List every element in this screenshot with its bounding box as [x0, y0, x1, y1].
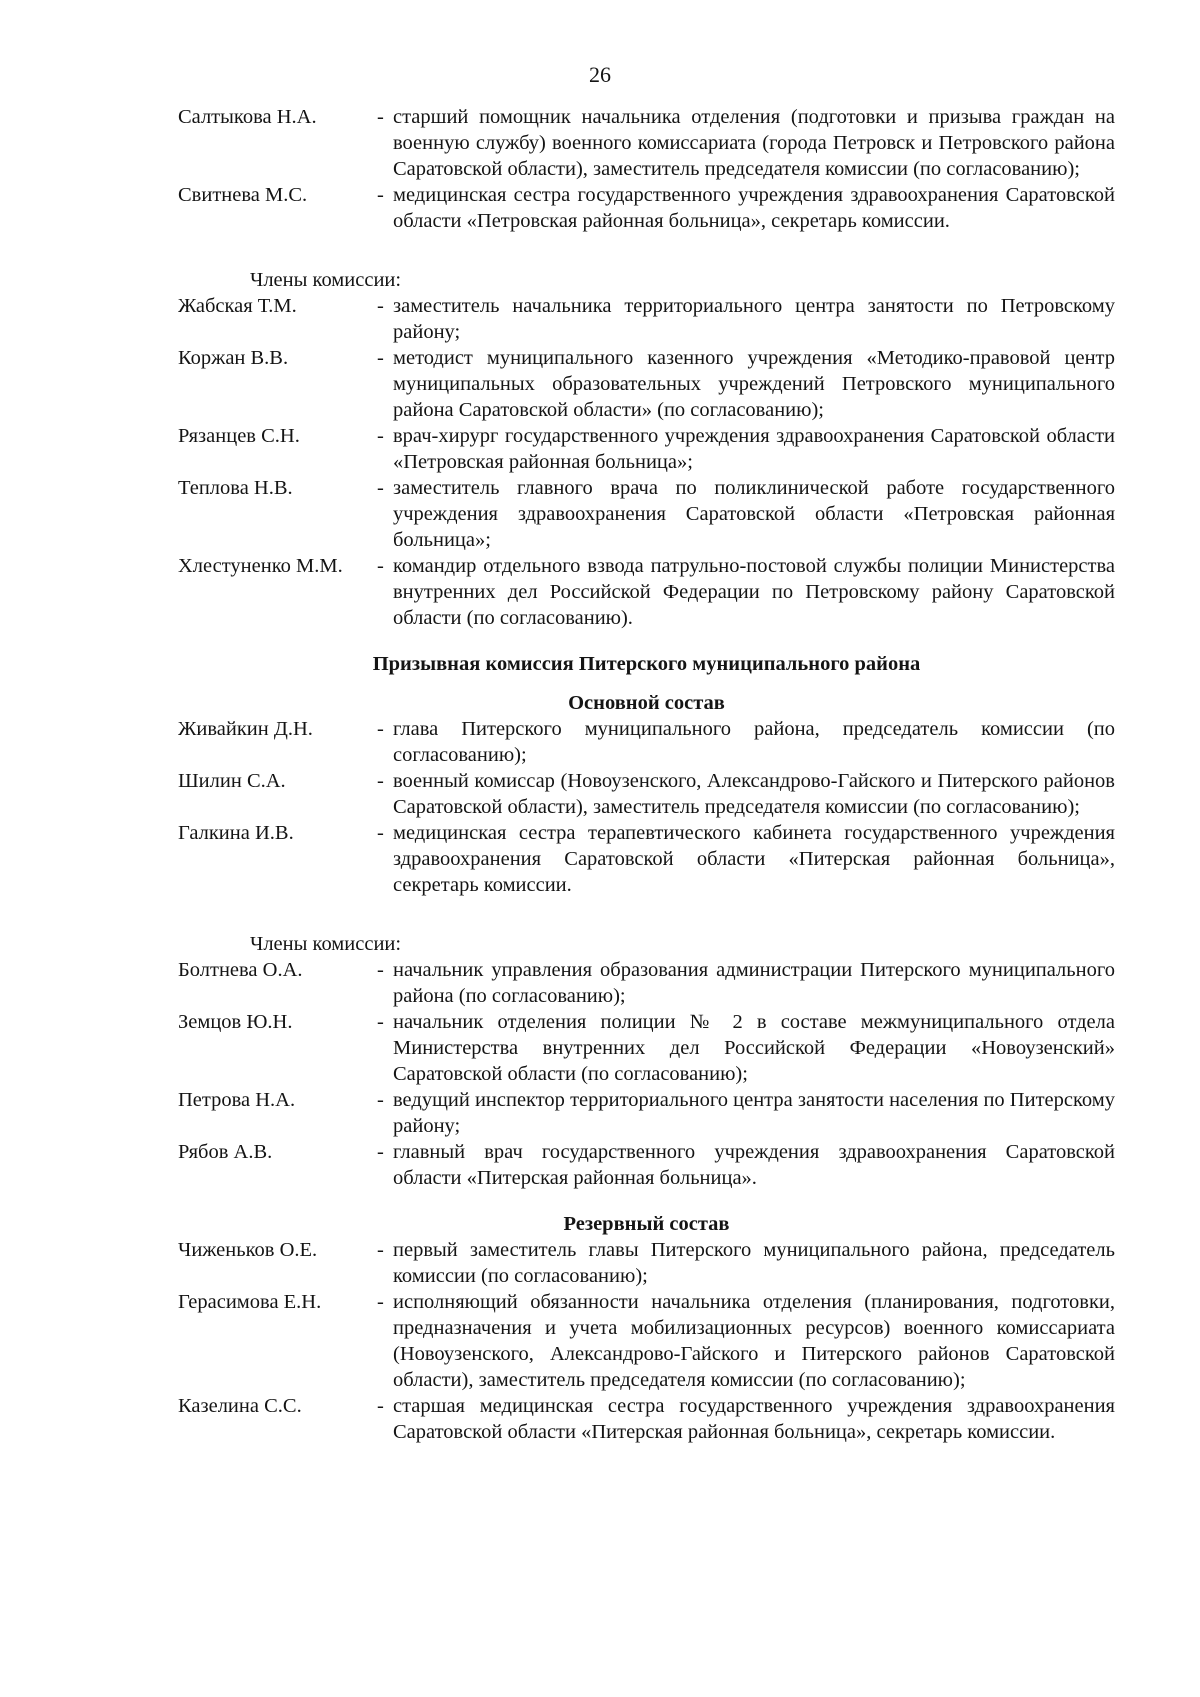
- list-item: [178, 1289, 1115, 1393]
- person-role: первый заместитель главы Питерского муниципального района, председатель комиссии (по согласованию);: [393, 1239, 1115, 1287]
- person-name: Жабская Т.М.: [178, 295, 297, 317]
- person-role: заместитель начальника территориального центра занятости по Петровскому району;: [393, 295, 1115, 343]
- document-body: [178, 104, 1115, 1445]
- list-item: [178, 1393, 1115, 1445]
- members-label: Члены комиссии:: [250, 269, 402, 291]
- person-role: методист муниципального казенного учреждения «Методико-правовой центр муниципальных образовательных учреждений Петровского муниципального района Саратовской области» (по согласованию);: [393, 347, 1115, 421]
- list-item: [178, 553, 1115, 631]
- list-item: [178, 957, 1115, 1009]
- person-name: Петрова Н.А.: [178, 1089, 296, 1111]
- person-role: командир отдельного взвода патрульно-постовой службы полиции Министерства внутренних дел Российской Федерации по Петровскому району Саратовской области (по согласованию).: [393, 555, 1115, 629]
- person-role: главный врач государственного учреждения здравоохранения Саратовской области «Питерская районная больница».: [393, 1141, 1115, 1189]
- dash: -: [377, 184, 384, 206]
- person-name: Коржан В.В.: [178, 347, 289, 369]
- list-item: [178, 104, 1115, 182]
- person-role: старшая медицинская сестра государственного учреждения здравоохранения Саратовской области «Питерская районная больница», секретарь комиссии.: [393, 1395, 1115, 1443]
- members-list: [178, 957, 1115, 1191]
- intro-list: [178, 104, 1115, 234]
- list-item: [178, 820, 1115, 898]
- list-item: [178, 182, 1115, 234]
- dash: -: [377, 1011, 384, 1033]
- person-name: Герасимова Е.Н.: [178, 1291, 322, 1313]
- person-role: заместитель главного врача по поликлинической работе государственного учреждения здравоохранения Саратовской области «Петровская районная больница»;: [393, 477, 1115, 551]
- dash: -: [377, 1291, 384, 1313]
- person-name: Чиженьков О.Е.: [178, 1239, 318, 1261]
- list-item: [178, 1237, 1115, 1289]
- person-name: Галкина И.В.: [178, 822, 294, 844]
- section-title: Призывная комиссия Питерского муниципального района: [372, 653, 921, 675]
- list-item: [178, 423, 1115, 475]
- main-composition-title: Основной состав: [568, 692, 725, 714]
- main-list: [178, 716, 1115, 898]
- dash: -: [377, 1395, 384, 1417]
- person-name: Рябов А.В.: [178, 1141, 273, 1163]
- dash: -: [377, 477, 384, 499]
- list-item: [178, 1009, 1115, 1087]
- person-role: начальник отделения полиции № 2 в составе межмуниципального отдела Министерства внутренних дел Российской Федерации «Новоузенский» Саратовской области (по согласованию);: [393, 1011, 1115, 1085]
- person-name: Земцов Ю.Н.: [178, 1011, 293, 1033]
- person-name: Казелина С.С.: [178, 1395, 302, 1417]
- person-role: старший помощник начальника отделения (подготовки и призыва граждан на военную службу) военного комиссариата (города Петровск и Петровского района Саратовской области), заместитель председателя комиссии (по согласованию);: [393, 106, 1115, 180]
- page-number: 26: [589, 62, 611, 87]
- person-role: врач-хирург государственного учреждения здравоохранения Саратовской области «Петровская районная больница»;: [393, 425, 1115, 473]
- dash: -: [377, 347, 384, 369]
- dash: -: [377, 1141, 384, 1163]
- person-name: Болтнева О.А.: [178, 959, 303, 981]
- reserve-list: [178, 1237, 1115, 1445]
- person-role: глава Питерского муниципального района, председатель комиссии (по согласованию);: [393, 718, 1115, 766]
- list-item: [178, 716, 1115, 768]
- person-name: Хлестуненко М.М.: [178, 555, 343, 577]
- list-item: [178, 345, 1115, 423]
- dash: -: [377, 718, 384, 740]
- dash: -: [377, 959, 384, 981]
- person-role: медицинская сестра государственного учреждения здравоохранения Саратовской области «Петровская районная больница», секретарь комиссии.: [393, 184, 1115, 232]
- members-list: [178, 293, 1115, 631]
- person-name: Салтыкова Н.А.: [178, 106, 317, 128]
- dash: -: [377, 555, 384, 577]
- dash: -: [377, 106, 384, 128]
- person-name: Шилин С.А.: [178, 770, 286, 792]
- person-role: ведущий инспектор территориального центра занятости населения по Питерскому району;: [393, 1089, 1115, 1137]
- dash: -: [377, 770, 384, 792]
- dash: -: [377, 295, 384, 317]
- reserve-composition-title: Резервный состав: [563, 1213, 730, 1235]
- person-role: исполняющий обязанности начальника отделения (планирования, подготовки, предназначения и учета мобилизационных ресурсов) военного комиссариата (Новоузенского, Александрово-Гайского и Питерского районов Саратовской области), заместитель председателя комиссии (по согласованию);: [393, 1291, 1115, 1391]
- person-role: начальник управления образования администрации Питерского муниципального района (по согласованию);: [393, 959, 1115, 1007]
- members-label: Члены комиссии:: [250, 933, 402, 955]
- person-name: Рязанцев С.Н.: [178, 425, 300, 447]
- person-name: Свитнева М.С.: [178, 184, 308, 206]
- person-name: Живайкин Д.Н.: [178, 718, 313, 740]
- list-item: [178, 768, 1115, 820]
- person-role: медицинская сестра терапевтического кабинета государственного учреждения здравоохранения Саратовской области «Питерская районная больница», секретарь комиссии.: [393, 822, 1115, 896]
- list-item: [178, 475, 1115, 553]
- list-item: [178, 1087, 1115, 1139]
- list-item: [178, 1139, 1115, 1191]
- dash: -: [377, 1239, 384, 1261]
- dash: -: [377, 1089, 384, 1111]
- person-name: Теплова Н.В.: [178, 477, 293, 499]
- dash: -: [377, 822, 384, 844]
- person-role: военный комиссар (Новоузенского, Александрово-Гайского и Питерского районов Саратовской области), заместитель председателя комиссии (по согласованию);: [393, 770, 1115, 818]
- list-item: [178, 293, 1115, 345]
- dash: -: [377, 425, 384, 447]
